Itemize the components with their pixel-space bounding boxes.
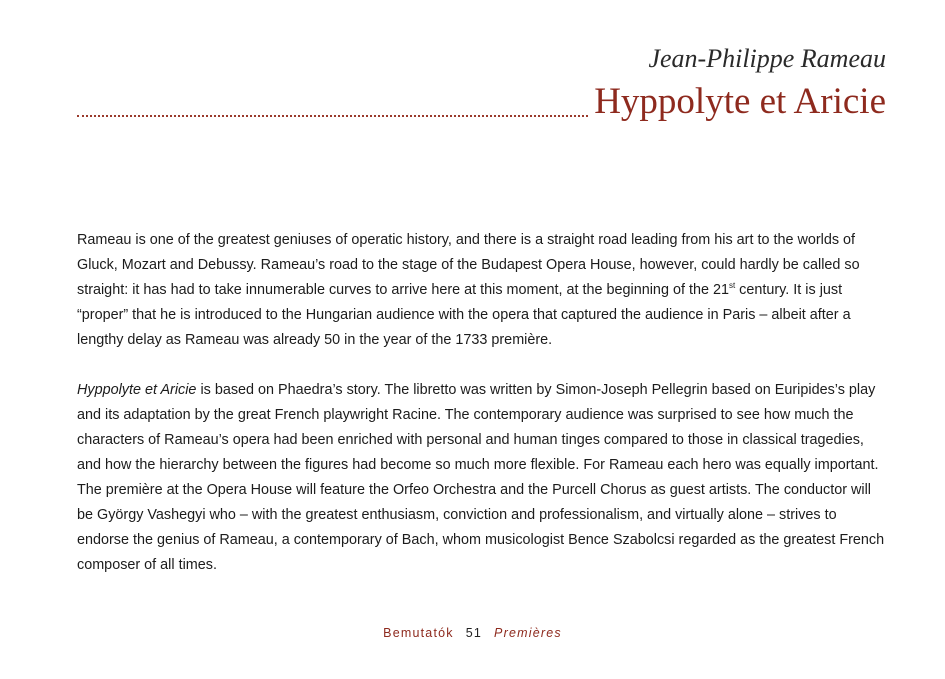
opera-title-italic: Hyppolyte et Aricie [77, 382, 197, 398]
ordinal-suffix: st [728, 281, 736, 291]
paragraph-1-text-b: century. It is just “proper” that he is introduced to the Hungarian audience with the opera that captured the audience in Paris – albeit after a lengthy delay as Rameau was already 50 in the year of the 1733 première. [77, 282, 851, 348]
footer-section-hu: Bemutatók [383, 626, 454, 640]
paragraph-1 [77, 228, 888, 353]
paragraph-1-text-a: Rameau is one of the greatest geniuses of operatic history, and there is a straight road leading from his art to the worlds of Gluck, Mozart and Debussy. Rameau’s road to the stage of the Budapest Opera House, however, could hardly be called so straight: it has had to take innumerable curves to arrive here at this moment, at the beginning of the 21 [77, 232, 860, 298]
dotted-rule [77, 115, 588, 117]
page-footer [0, 626, 945, 640]
paragraph-2 [77, 378, 888, 578]
paragraph-2-text: is based on Phaedra’s story. The libretto was written by Simon-Joseph Pellegrin based on Euripides’s play and its adaptation by the great French playwright Racine. The contemporary audience was surprised to see how much the characters of Rameau’s opera had been enriched with personal and human tinges compared to those in classical tragedies, and how the hierarchy between the figures had become so much more flexible. For Rameau each hero was equally important. The première at the Opera House will feature the Orfeo Orchestra and the Purcell Chorus as guest artists. The conductor will be György Vashegyi who – with the greatest enthusiasm, conviction and professionalism, and virtually alone – strives to endorse the genius of Rameau, a contemporary of Bach, whom musicologist Bence Szabolcsi regarded as the greatest French composer of all times. [77, 382, 885, 573]
composer-name: Jean-Philippe Rameau [648, 44, 886, 73]
footer-section-fr: Premières [494, 626, 562, 640]
title-row [77, 80, 886, 124]
opera-title: Hyppolyte et Aricie [594, 81, 886, 122]
page-number: 51 [465, 626, 483, 640]
article-body [77, 228, 888, 578]
